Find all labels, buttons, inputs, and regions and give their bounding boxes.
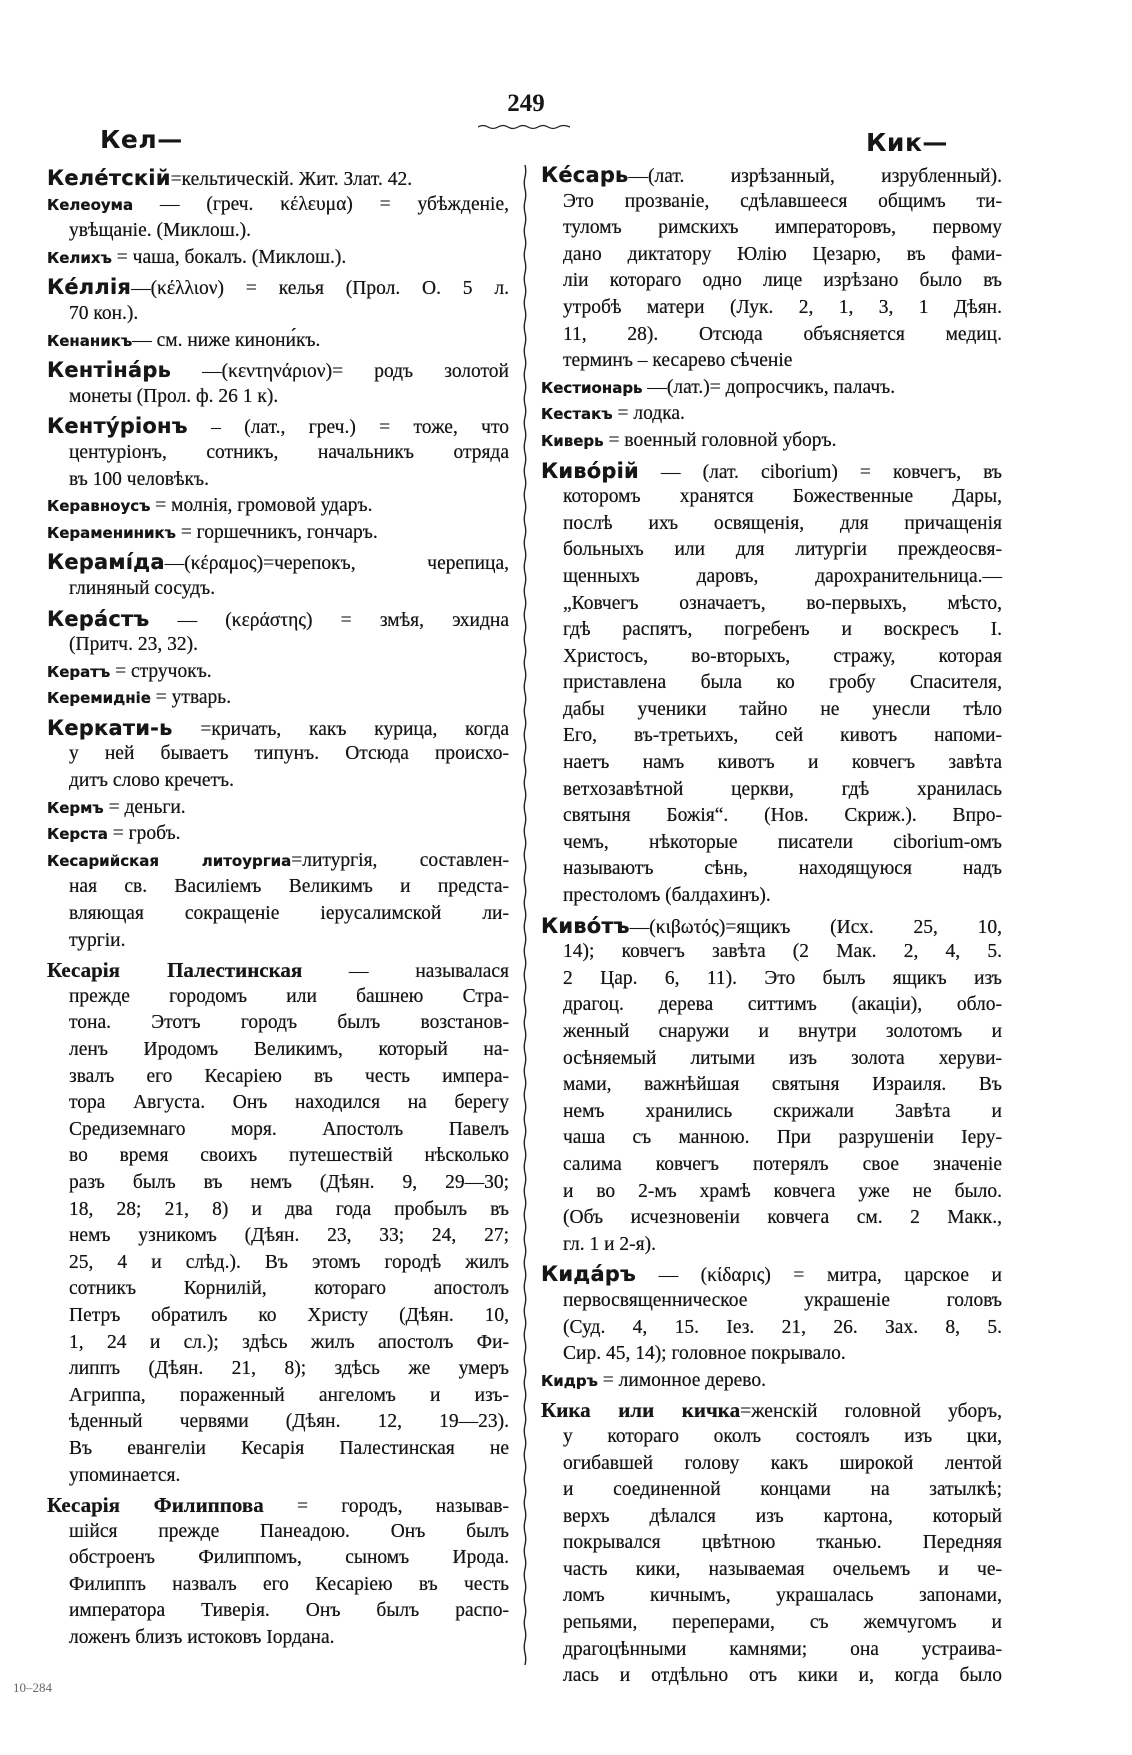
- entry-line: [47, 685, 509, 712]
- entry-text: =кричать, какъ курица, когда: [172, 718, 509, 740]
- entry-text: разъ былъ въ немъ (Дѣян. 9, 29—30;: [69, 1171, 509, 1193]
- entry-line: [541, 348, 1002, 375]
- entry-headword: Кенаникъ: [47, 331, 133, 350]
- entry-line: [541, 1232, 1002, 1259]
- entry-line: [541, 1019, 1002, 1046]
- entry-text: которомъ хранятся Божественные Дары,: [563, 486, 1002, 508]
- entry-text: Агриппа, пораженный ангеломъ и изъ-: [69, 1384, 509, 1406]
- entry-line: [47, 768, 509, 795]
- entry-text: (Объ исчезновеніи ковчега см. 2 Макк.,: [563, 1207, 1002, 1229]
- page-number: 249: [507, 90, 545, 117]
- entry-text: тора Августа. Онъ находился на берегу: [69, 1092, 509, 1114]
- entry-text: гдѣ распятъ, погребенъ и воскресъ І.: [563, 619, 1002, 641]
- entry-text: глиняный сосудъ.: [69, 577, 216, 599]
- entry-line: [47, 440, 509, 467]
- entry-text: немъ узникомъ (Дѣян. 23, 33; 24, 27;: [69, 1225, 509, 1247]
- entry-text: = гробъ.: [107, 823, 181, 845]
- entry-headword: Киво́тъ: [541, 913, 630, 938]
- entry-text: у котораго околъ состоялъ изъ цки,: [563, 1425, 1002, 1447]
- entry-text: = молнія, громовой ударъ.: [150, 495, 373, 517]
- entry-line: [541, 1637, 1002, 1664]
- entry-text: 14); ковчегъ завѣта (2 Мак. 2, 4, 5.: [563, 941, 1002, 963]
- entry-line: [47, 1625, 509, 1652]
- entry-text: приставлена была ко гробу Спасителя,: [563, 672, 1002, 694]
- entry-line: [47, 928, 509, 955]
- entry-headword: Келихъ: [47, 248, 112, 267]
- footer-code: 10–284: [13, 1680, 52, 1695]
- entry-line: [541, 591, 1002, 618]
- entry-headword: Киво́рій: [541, 458, 639, 483]
- right-column: [541, 159, 1002, 1690]
- entry-text: драгоцѣнными камнями; она устраива-: [563, 1638, 1002, 1660]
- entry-line: [47, 1598, 509, 1625]
- entry-line: [541, 1099, 1002, 1126]
- entry-line: [541, 644, 1002, 671]
- entry-text: = городъ, называв-: [263, 1496, 509, 1518]
- entry-line: [541, 537, 1002, 564]
- entry-line: [541, 803, 1002, 830]
- entry-line: [47, 715, 509, 742]
- entry-line: [47, 1037, 509, 1064]
- entry-text: называютъ сѣнь, находящуюся надъ: [563, 858, 1002, 880]
- entry-headword: Кесарийская литоургиа: [47, 851, 292, 870]
- entry-line: [47, 1436, 509, 1463]
- dictionary-entry: [541, 375, 1002, 402]
- entry-line: [541, 617, 1002, 644]
- entry-line: [541, 1288, 1002, 1315]
- entry-line: [47, 848, 509, 875]
- entry-line: [47, 1303, 509, 1330]
- entry-text: обстроенъ Филиппомъ, сыномъ Ирода.: [69, 1547, 509, 1569]
- entry-line: [541, 1397, 1002, 1424]
- entry-text: гл. 1 и 2-я).: [563, 1233, 657, 1255]
- entry-text: 70 кон.).: [69, 302, 139, 324]
- entry-text: утробѣ матери (Лук. 2, 1, 3, 1 Дѣян.: [563, 296, 1002, 318]
- entry-line: [47, 549, 509, 576]
- entry-text: ѣденный червями (Дѣян. 12, 19—23).: [69, 1411, 509, 1433]
- entry-text: —(κιβωτός)=ящикъ (Исх. 25, 10,: [629, 916, 1002, 938]
- entry-text: императора Тиверія. Онъ былъ распо-: [69, 1600, 509, 1622]
- dictionary-entry: [47, 165, 509, 192]
- entry-text: 2 Цар. 6, 11). Это былъ ящикъ изъ: [563, 967, 1002, 989]
- entry-line: [47, 1117, 509, 1144]
- entry-line: [47, 1572, 509, 1599]
- running-head-right: Кик—: [866, 128, 948, 157]
- entry-line: [541, 322, 1002, 349]
- entry-headword: Керамениникъ: [47, 523, 176, 542]
- entry-line: [541, 1663, 1002, 1690]
- entry-text: = лимонное дерево.: [597, 1369, 766, 1391]
- entry-text: – (лат., греч.) = тоже, что: [187, 417, 509, 439]
- entry-text: 11, 28). Отсюда объясняется медиц.: [563, 323, 1002, 345]
- dictionary-entry: [47, 493, 509, 520]
- entry-line: [47, 606, 509, 633]
- entry-line: [541, 830, 1002, 857]
- entry-line: [47, 957, 509, 984]
- entry-text: — называлася: [302, 961, 509, 983]
- dictionary-entry: [47, 1492, 509, 1652]
- entry-text: = деньги.: [103, 796, 186, 818]
- entry-line: [541, 1530, 1002, 1557]
- entry-text: и во 2-мъ храмѣ ковчега уже не было.: [563, 1180, 1002, 1202]
- entry-line: [541, 484, 1002, 511]
- dictionary-entry: [47, 274, 509, 327]
- entry-line: [541, 1424, 1002, 1451]
- entry-line: [541, 723, 1002, 750]
- entry-line: [541, 966, 1002, 993]
- entry-text: немъ хранились скрижали Завѣта и: [563, 1100, 1002, 1122]
- entry-text: лась и отдѣльно отъ кики и, когда было: [563, 1665, 1002, 1687]
- entry-line: [541, 511, 1002, 538]
- entry-text: первосвященническое украшеніе головъ: [563, 1289, 1002, 1311]
- dictionary-entry: [47, 821, 509, 848]
- dictionary-entry: [47, 357, 509, 410]
- dictionary-entry: [541, 458, 1002, 910]
- entry-line: [541, 856, 1002, 883]
- entry-text: мами, важнѣйшая святыня Израиля. Въ: [563, 1074, 1002, 1096]
- dictionary-entry: [47, 795, 509, 822]
- entry-text: дабы ученики тайно не унесли тѣло: [563, 698, 1002, 720]
- entry-text: терминъ – кесарево сѣченіе: [563, 350, 793, 372]
- entry-headword: Керавноусъ: [47, 497, 151, 516]
- entry-headword: Кера́стъ: [47, 606, 150, 631]
- entry-line: [541, 401, 1002, 428]
- entry-line: [541, 162, 1002, 189]
- entry-line: [541, 1261, 1002, 1288]
- entry-line: [541, 428, 1002, 455]
- entry-text: во время своихъ путешествій нѣсколько: [69, 1145, 509, 1167]
- entry-headword: Кентіна́рь: [47, 358, 172, 383]
- entry-text: =женскій головной уборъ,: [740, 1401, 1002, 1423]
- entry-line: [541, 1179, 1002, 1206]
- entry-line: [47, 1330, 509, 1357]
- entry-headword: Кестионарь: [541, 378, 643, 397]
- entry-headword: Келе́тскій: [47, 166, 171, 190]
- entry-text: ложенъ близъ истоковъ Іордана.: [69, 1627, 335, 1649]
- entry-line: [541, 883, 1002, 910]
- entry-text: липпъ (Дѣян. 21, 8); здѣсь же умеръ: [69, 1358, 509, 1380]
- entry-text: тона. Этотъ городъ былъ возстанов-: [69, 1012, 509, 1034]
- entry-line: [47, 1519, 509, 1546]
- entry-text: вляющая сокращеніе іерусалимской ли-: [69, 903, 509, 925]
- entry-line: [47, 901, 509, 928]
- dictionary-entry: [47, 685, 509, 712]
- entry-text: звалъ его Кесаріею въ честь импера-: [69, 1065, 509, 1087]
- entry-text: — см. ниже кинони́къ.: [132, 329, 321, 351]
- entry-text: 1, 24 и сл.); здѣсь жилъ апостолъ Фи-: [69, 1331, 509, 1353]
- entry-line: [541, 458, 1002, 485]
- entry-text: прежде городомъ или башнею Стра-: [69, 985, 509, 1007]
- entry-text: огибавшей голову какъ широкой лентой: [563, 1452, 1002, 1474]
- entry-text: —(лат. изрѣзанный, изрубленный).: [628, 166, 1002, 187]
- entry-line: [541, 1341, 1002, 1368]
- entry-text: тургіи.: [69, 929, 126, 951]
- entry-line: [541, 375, 1002, 402]
- entry-line: [541, 913, 1002, 940]
- entry-headword: Керамі́да: [47, 550, 165, 575]
- entry-text: —(κέλλιον) = келья (Прол. О. 5 л.: [131, 278, 509, 300]
- entry-text: = лодка.: [612, 403, 685, 425]
- entry-line: [541, 1477, 1002, 1504]
- entry-line: [541, 1557, 1002, 1584]
- entry-line: [47, 1250, 509, 1277]
- entry-text: дитъ слово кречетъ.: [69, 770, 235, 792]
- entry-headword: Керста: [47, 825, 108, 844]
- entry-line: [47, 874, 509, 901]
- entry-text: Его, въ-третьихъ, сей кивотъ напоми-: [563, 725, 1002, 747]
- dictionary-entry: [47, 328, 509, 355]
- entry-text: салима ковчегъ потерялъ свое значеніе: [563, 1153, 1002, 1175]
- entry-text: туломъ римскихъ императоровъ, первому: [563, 217, 1002, 239]
- entry-headword: Киверь: [541, 431, 604, 450]
- left-column: [47, 162, 509, 1652]
- entry-line: [47, 218, 509, 245]
- dictionary-entry: [47, 245, 509, 272]
- entry-line: [47, 1492, 509, 1519]
- entry-line: [541, 215, 1002, 242]
- entry-line: [541, 1125, 1002, 1152]
- entry-line: [47, 1170, 509, 1197]
- entry-line: [47, 576, 509, 603]
- dictionary-entry: [47, 957, 509, 1489]
- entry-line: [541, 1504, 1002, 1531]
- entry-headword: Кермъ: [47, 798, 104, 817]
- entry-line: [541, 1451, 1002, 1478]
- entry-line: [541, 939, 1002, 966]
- entry-line: [541, 750, 1002, 777]
- entry-headword: Кестакъ: [541, 405, 613, 424]
- entry-line: [541, 777, 1002, 804]
- entry-text: наетъ намъ кивотъ и ковчегъ завѣта: [563, 752, 1002, 774]
- entry-line: [541, 1152, 1002, 1179]
- entry-line: [47, 1223, 509, 1250]
- entry-line: [47, 1064, 509, 1091]
- entry-text: упоминается.: [69, 1464, 181, 1486]
- entry-headword: Кесарія Филиппова: [47, 1493, 264, 1518]
- entry-line: [47, 467, 509, 494]
- entry-line: [541, 1583, 1002, 1610]
- entry-headword: Кида́ръ: [541, 1262, 637, 1287]
- entry-text: = военный головной уборъ.: [603, 429, 837, 451]
- dictionary-entry: [47, 413, 509, 493]
- entry-text: ліи котораго одно лице изрѣзано было въ: [563, 270, 1002, 292]
- entry-text: чаша съ манною. При разрушеніи Іеру-: [563, 1127, 1002, 1149]
- entry-headword: Кика или кичка: [541, 1398, 741, 1423]
- entry-text: = утварь.: [150, 687, 232, 709]
- entry-text: драгоц. дерева ситтимъ (акаціи), обло-: [563, 994, 1002, 1016]
- entry-line: [541, 1046, 1002, 1073]
- dictionary-entry: [541, 428, 1002, 455]
- entry-text: Сир. 45, 14); головное покрывало.: [563, 1343, 846, 1365]
- entry-headword: Кенту́ріонъ: [47, 414, 188, 439]
- entry-line: [47, 245, 509, 272]
- entry-text: (Притч. 23, 32).: [69, 634, 198, 656]
- entry-text: — (греч. κέλευμα) = убѣжденіе,: [133, 193, 509, 215]
- entry-text: Это прозваніе, сдѣлавшееся общимъ ти-: [563, 190, 1002, 212]
- entry-line: [47, 274, 509, 301]
- entry-text: часть кики, называемая очельемъ и че-: [563, 1558, 1002, 1580]
- entry-line: [47, 301, 509, 328]
- entry-text: чемъ, нѣкоторые писатели ciborium-омъ: [563, 831, 1002, 853]
- entry-line: [47, 192, 509, 219]
- entry-headword: Кидръ: [541, 1371, 598, 1390]
- entry-line: [541, 1205, 1002, 1232]
- entry-headword: Ке́сарь: [541, 163, 629, 187]
- entry-line: [47, 1409, 509, 1436]
- entry-text: и соединенной концами на затылкѣ;: [563, 1479, 1002, 1501]
- dictionary-entry: [47, 520, 509, 547]
- entry-text: покрывался цвѣтною тканью. Передняя: [563, 1532, 1002, 1554]
- entry-line: [541, 242, 1002, 269]
- entry-text: женный снаружи и внутри золотомъ и: [563, 1021, 1002, 1042]
- entry-text: Въ евангеліи Кесарія Палестинская не: [69, 1437, 509, 1459]
- entry-text: осѣняемый литыми изъ золота херуви-: [563, 1047, 1002, 1069]
- entry-text: сотникъ Корнилій, котораго апостолъ: [69, 1278, 509, 1300]
- entry-text: Христосъ, во-вторыхъ, стражу, которая: [563, 645, 1002, 667]
- entry-text: — (κεράστης) = змѣя, эхидна: [149, 609, 509, 631]
- entry-line: [47, 1010, 509, 1037]
- entry-headword: Керкати-ь: [47, 715, 173, 740]
- dictionary-entry: [47, 549, 509, 602]
- entry-headword: Кесарія Палестинская: [47, 958, 303, 983]
- entry-line: [541, 295, 1002, 322]
- entry-headword: Ке́ллія: [47, 275, 132, 300]
- entry-line: [47, 1143, 509, 1170]
- entry-text: —(κέραμος)=черепокъ, черепица,: [164, 553, 509, 575]
- dictionary-entry: [541, 913, 1002, 1259]
- entry-headword: Керемидніе: [47, 689, 151, 708]
- entry-headword: Кератъ: [47, 662, 111, 681]
- entry-line: [541, 992, 1002, 1019]
- entry-text: (Суд. 4, 15. Іез. 21, 26. Зах. 8, 5.: [563, 1316, 1002, 1338]
- entry-text: ветхозавѣтной церкви, гдѣ хранилась: [563, 778, 1002, 800]
- entry-text: святыня Божія“. (Нов. Скриж.). Впро-: [563, 805, 1002, 827]
- dictionary-entry: [47, 606, 509, 659]
- entry-line: [541, 1315, 1002, 1342]
- entry-text: Петръ обратилъ ко Христу (Дѣян. 10,: [69, 1304, 509, 1326]
- entry-line: [47, 165, 509, 192]
- entry-text: = горшечникъ, гончаръ.: [175, 521, 378, 543]
- entry-text: — (лат. ciborium) = ковчегъ, въ: [638, 461, 1002, 483]
- dictionary-entry: [47, 715, 509, 795]
- entry-text: послѣ ихъ освященія, для причащенія: [563, 512, 1002, 534]
- entry-text: —(лат.)= допросчикъ, палачъ.: [642, 376, 896, 398]
- dictionary-entry: [47, 192, 509, 245]
- entry-line: [541, 1368, 1002, 1395]
- entry-text: = чаша, бокалъ. (Миклош.).: [111, 246, 347, 268]
- entry-line: [47, 659, 509, 686]
- entry-text: у ней бываетъ типунъ. Отсюда происхо-: [69, 743, 509, 765]
- entry-text: — (κίδαρις) = митра, царское и: [636, 1265, 1002, 1287]
- entry-line: [541, 189, 1002, 216]
- entry-line: [541, 564, 1002, 591]
- entry-text: верхъ дѣлался изъ картона, который: [563, 1505, 1002, 1527]
- entry-text: ленъ Иродомъ Великимъ, который на-: [69, 1039, 509, 1060]
- entry-text: репьями, переперами, съ жемчугомъ и: [563, 1612, 1002, 1634]
- entry-line: [47, 1197, 509, 1224]
- entry-text: Средиземнаго моря. Апостолъ Павелъ: [69, 1118, 509, 1140]
- entry-text: = стручокъ.: [110, 660, 212, 682]
- entry-text: престоломъ (балдахинъ).: [563, 885, 771, 907]
- entry-line: [541, 1610, 1002, 1637]
- entry-text: „Ковчегъ означаетъ, во-первыхъ, мѣсто,: [563, 592, 1002, 614]
- entry-line: [47, 413, 509, 440]
- entry-text: въ 100 человѣкъ.: [69, 468, 209, 490]
- entry-line: [541, 670, 1002, 697]
- entry-text: ная св. Василіемъ Великимъ и предста-: [69, 876, 509, 898]
- dictionary-entry: [541, 1261, 1002, 1367]
- entry-line: [47, 1356, 509, 1383]
- entry-line: [541, 268, 1002, 295]
- entry-text: дано диктатору Юлію Цезарю, въ фами-: [563, 243, 1002, 265]
- entry-text: больныхъ или для литургіи преждеосвя-: [563, 539, 1002, 561]
- entry-line: [541, 1072, 1002, 1099]
- entry-line: [47, 357, 509, 384]
- entry-text: =литургія, составлен-: [291, 849, 509, 871]
- entry-line: [47, 1463, 509, 1490]
- entry-text: щенныхъ даровъ, дарохранительница.—: [563, 565, 1002, 587]
- entry-text: Филиппъ назвалъ его Кесаріею въ честь: [69, 1573, 509, 1595]
- entry-text: шійся прежде Панеадою. Онъ былъ: [69, 1520, 509, 1542]
- entry-line: [47, 1383, 509, 1410]
- entry-text: 25, 4 и слѣд.). Въ этомъ городѣ жилъ: [69, 1251, 509, 1273]
- entry-line: [47, 1276, 509, 1303]
- entry-text: центуріонъ, сотникъ, начальникъ отряда: [69, 441, 509, 463]
- entry-headword: Келеоума: [47, 195, 134, 214]
- entry-line: [47, 984, 509, 1011]
- dictionary-entry: [541, 1368, 1002, 1395]
- dictionary-entry: [541, 401, 1002, 428]
- entry-line: [47, 632, 509, 659]
- entry-line: [47, 384, 509, 411]
- entry-line: [47, 1545, 509, 1572]
- entry-text: ломъ кичнымъ, украшалась запонами,: [563, 1585, 1002, 1607]
- dictionary-entry: [541, 162, 1002, 375]
- dictionary-entry: [541, 1397, 1002, 1690]
- running-head-left: Кел—: [100, 125, 183, 154]
- page-number-rule: [478, 124, 570, 130]
- column-divider: [521, 165, 529, 1665]
- entry-line: [47, 795, 509, 822]
- entry-line: [47, 520, 509, 547]
- entry-text: =кельтическій. Жит. Злат. 42.: [170, 169, 413, 190]
- entry-line: [47, 493, 509, 520]
- entry-line: [47, 741, 509, 768]
- entry-text: 18, 28; 21, 8) и два года пробылъ въ: [69, 1198, 509, 1220]
- dictionary-entry: [47, 848, 509, 954]
- entry-line: [47, 1090, 509, 1117]
- entry-line: [47, 821, 509, 848]
- entry-line: [541, 697, 1002, 724]
- entry-text: увѣщаніе. (Миклош.).: [69, 220, 251, 242]
- entry-text: монеты (Прол. ф. 26 1 к).: [69, 385, 279, 407]
- entry-line: [47, 328, 509, 355]
- entry-text: —(κεντηνάριον)= родъ золотой: [171, 361, 509, 383]
- dictionary-entry: [47, 659, 509, 686]
